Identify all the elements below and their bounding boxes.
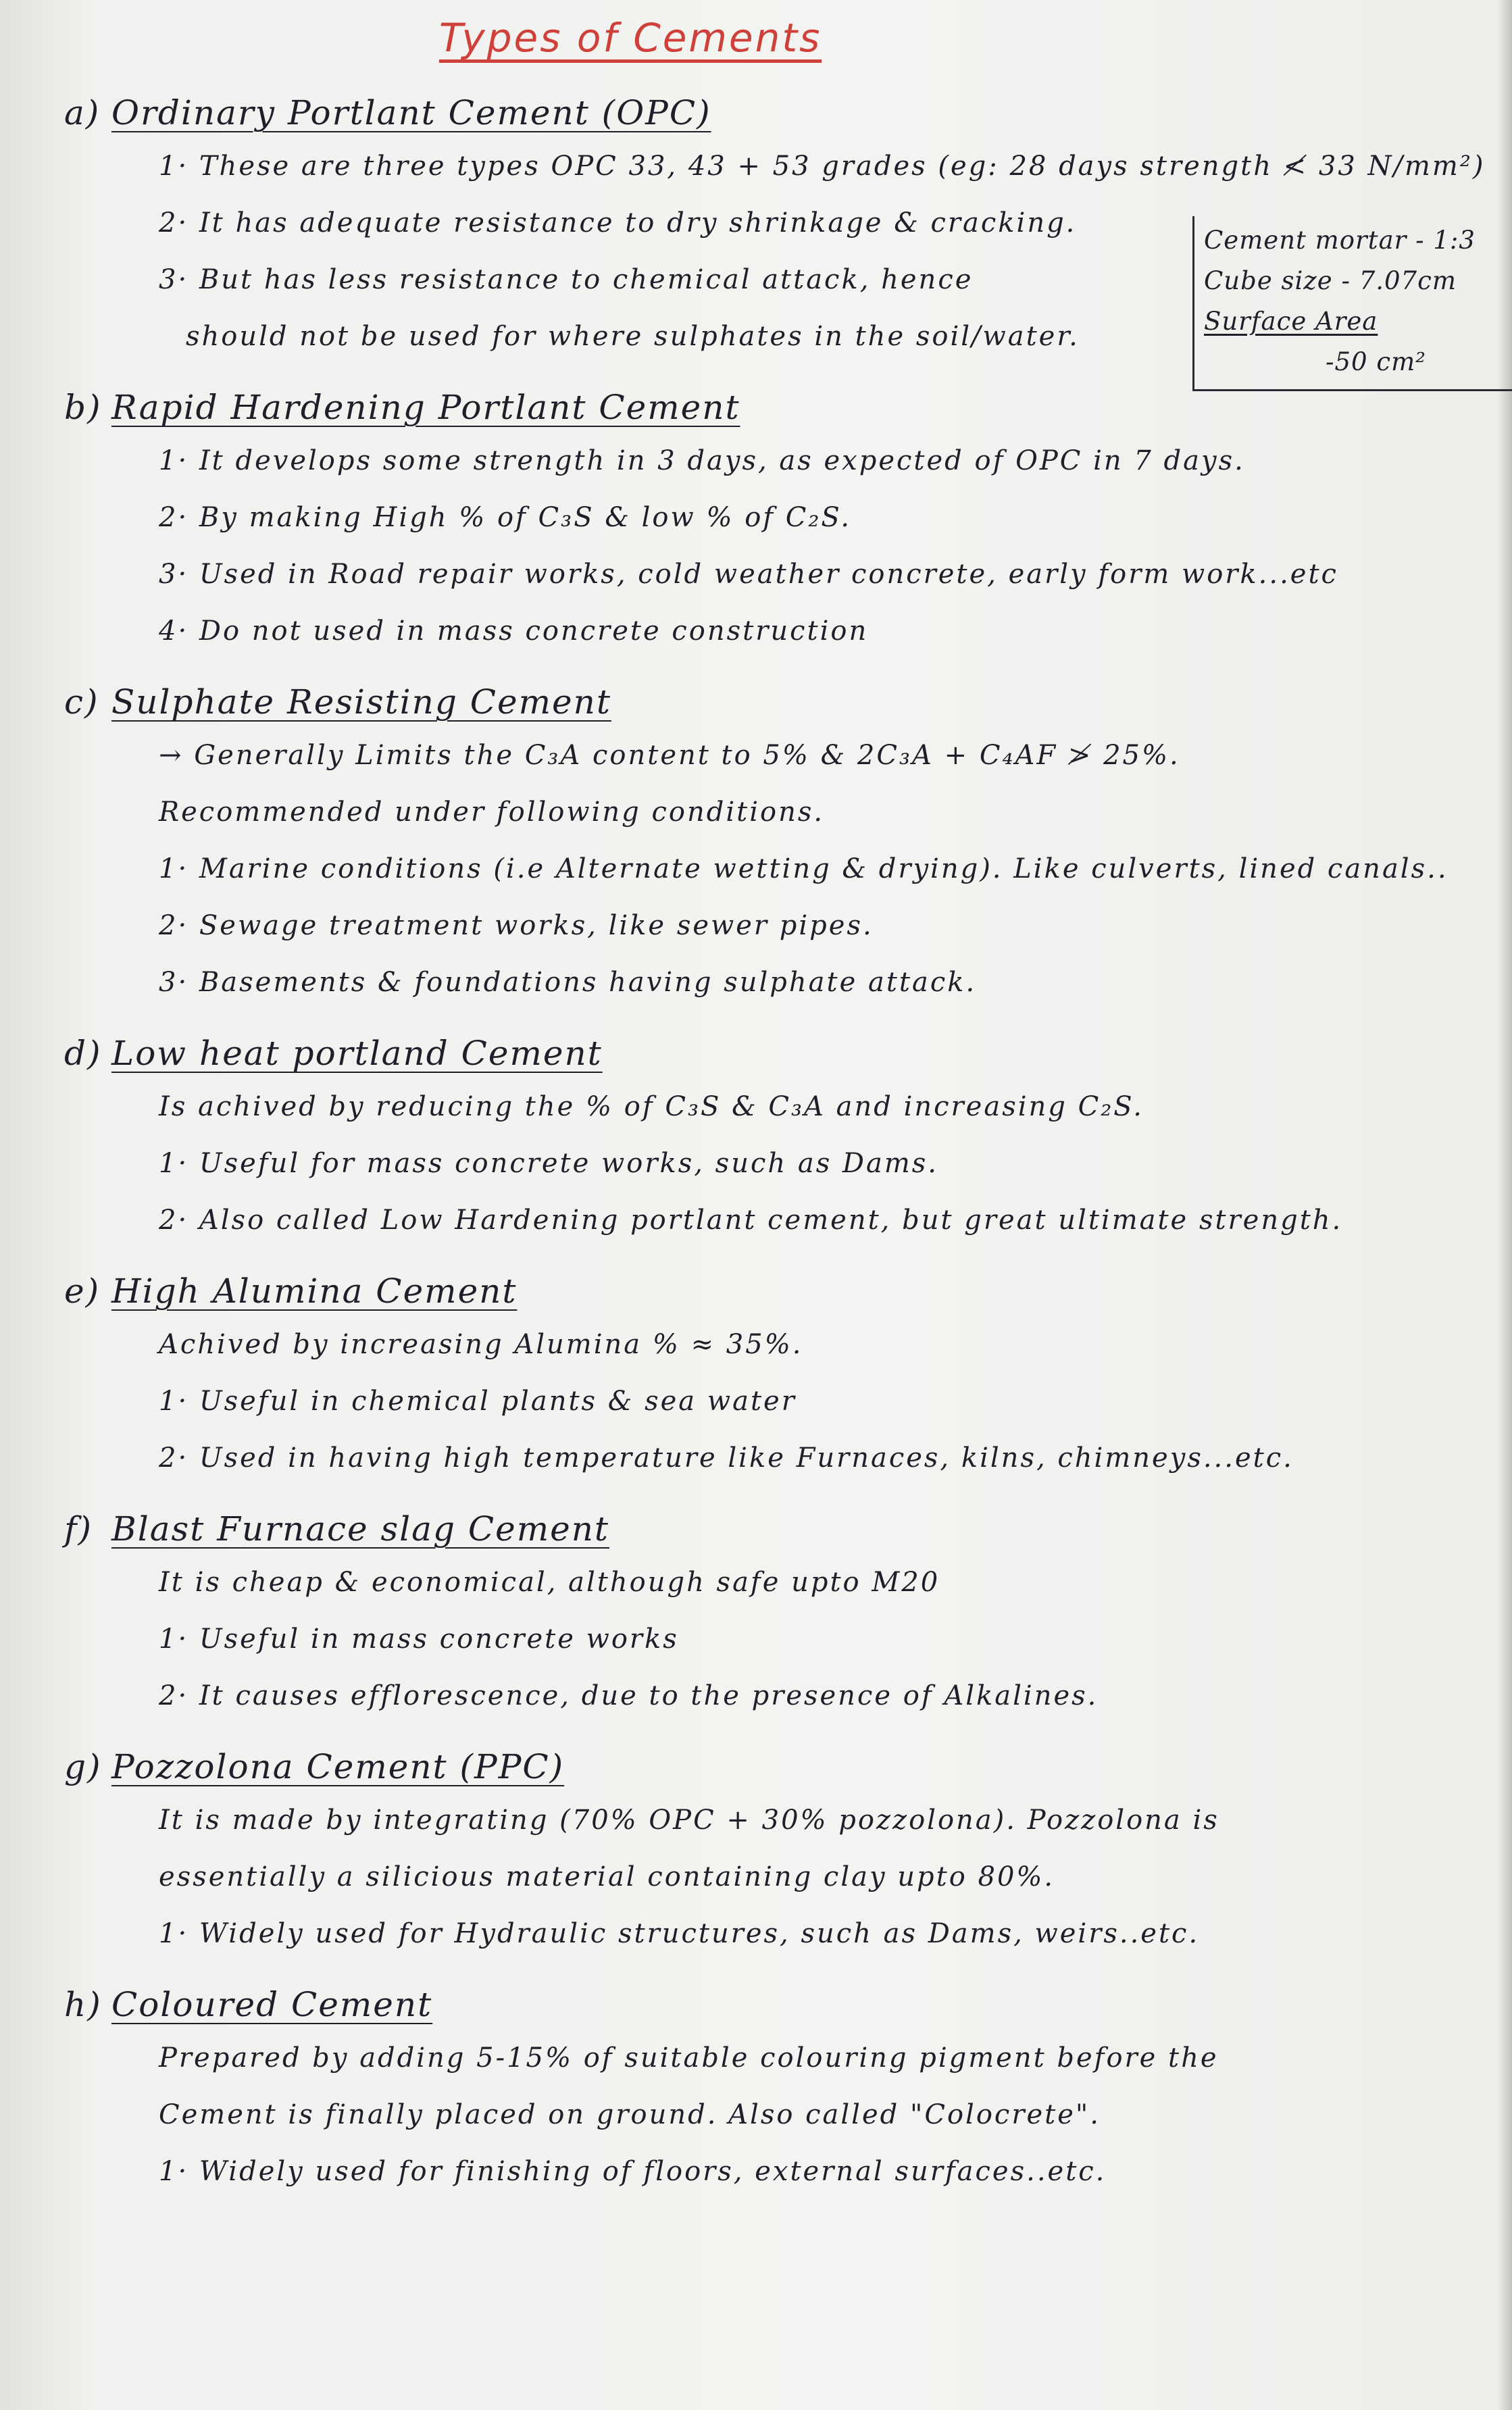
note-line: 3· But has less resistance to chemical attack, hence [159,264,974,295]
note-line: 1· Useful in chemical plants & sea water [159,1386,797,1417]
note-mortar-ratio: Cement mortar - 1:3 [1204,226,1476,255]
section-heading [64,88,1483,138]
section-cement-type [64,1028,1483,1249]
note-line: 3· Used in Road repair works, cold weather concrete, early form work...etc [159,559,1338,590]
section-title: Low heat portland Cement [111,1034,603,1073]
notes-content [64,88,1486,2217]
section-title: Rapid Hardening Portlant Cement [111,388,740,427]
cement-type-sections [64,382,1483,2200]
section-cement-type [64,1742,1483,1962]
note-line: 4· Do not used in mass concrete construction [159,616,869,647]
section-heading [64,1742,1483,1792]
section-heading [64,1266,1483,1316]
note-line: 1· Widely used for Hydraulic structures, such as Dams, weirs..etc. [159,1918,1200,1949]
section-letter: c) [64,682,99,722]
section-letter: e) [64,1272,101,1311]
note-line: Is achived by reducing the % of C₃S & C₃A and increasing C₂S. [159,1091,1144,1122]
note-line: 1· Widely used for finishing of floors, external surfaces..etc. [159,2156,1107,2187]
section-title: Blast Furnace slag Cement [111,1509,609,1549]
note-line: 2· It causes efflorescence, due to the presence of Alkalines. [159,1680,1099,1711]
note-line: It is cheap & economical, although safe upto M20 [159,1567,940,1598]
note-line: 1· These are three types OPC 33, 43 + 53 grades (eg: 28 days strength ≮ 33 N/mm²) [159,151,1486,182]
section-cement-type [64,1266,1483,1486]
section-heading [64,677,1483,727]
note-line: 3· Basements & foundations having sulphate attack. [159,967,977,998]
section-letter: d) [64,1034,102,1073]
note-line: Achived by increasing Alumina % ≈ 35%. [159,1329,803,1360]
page-title: Types of Cements [439,15,822,61]
section-letter: h) [64,1985,102,2024]
note-line: should not be used for where sulphates in the soil/water. [186,321,1080,352]
note-surface-area-value: -50 cm² [1326,347,1426,376]
cement-mortar-note [1192,216,1512,391]
section-title: High Alumina Cement [111,1272,518,1311]
section-heading [64,1028,1483,1078]
note-line: Cement is finally placed on ground. Also called "Colocrete". [159,2099,1101,2130]
note-line: 1· Useful in mass concrete works [159,1624,679,1655]
section-opc [64,88,1486,376]
note-line: 1· Marine conditions (i.e Alternate wetting & drying). Like culverts, lined canals.. [159,853,1448,884]
note-line: 2· Also called Low Hardening portlant cement, but great ultimate strength. [159,1205,1343,1236]
note-line: It is made by integrating (70% OPC + 30% pozzolona). Pozzolona is [159,1805,1219,1836]
section-letter: g) [64,1747,102,1786]
note-line: Recommended under following conditions. [159,797,825,828]
section-title: Sulphate Resisting Cement [111,682,611,722]
section-cement-type [64,1980,1483,2200]
section-title: Ordinary Portlant Cement (OPC) [111,93,711,132]
note-line: → Generally Limits the C₃A content to 5% & 2C₃A + C₄AF ≯ 25%. [159,740,1180,771]
note-line: 1· Useful for mass concrete works, such as Dams. [159,1148,939,1179]
section-letter: b) [64,388,102,427]
note-surface-area-label: Surface Area [1204,307,1378,336]
section-cement-type [64,1504,1483,1724]
section-title: Pozzolona Cement (PPC) [111,1747,565,1786]
note-line: 2· Sewage treatment works, like sewer pipes. [159,910,874,941]
section-heading [64,1504,1483,1554]
note-line: Prepared by adding 5-15% of suitable colouring pigment before the [159,2042,1219,2074]
note-cube-size: Cube size - 7.07cm [1204,266,1457,295]
section-cement-type [64,382,1483,659]
note-line: 2· Used in having high temperature like Furnaces, kilns, chimneys...etc. [159,1442,1294,1474]
note-line: 1· It develops some strength in 3 days, as expected of OPC in 7 days. [159,445,1245,476]
section-cement-type [64,677,1483,1011]
section-title: Coloured Cement [111,1985,433,2024]
section-letter: f) [64,1509,93,1549]
note-line: essentially a silicious material containing clay upto 80%. [159,1861,1055,1892]
note-line: 2· By making High % of C₃S & low % of C₂S. [159,502,852,533]
section-letter: a) [64,93,101,132]
note-line: 2· It has adequate resistance to dry shrinkage & cracking. [159,207,1077,239]
section-heading [64,1980,1483,2030]
